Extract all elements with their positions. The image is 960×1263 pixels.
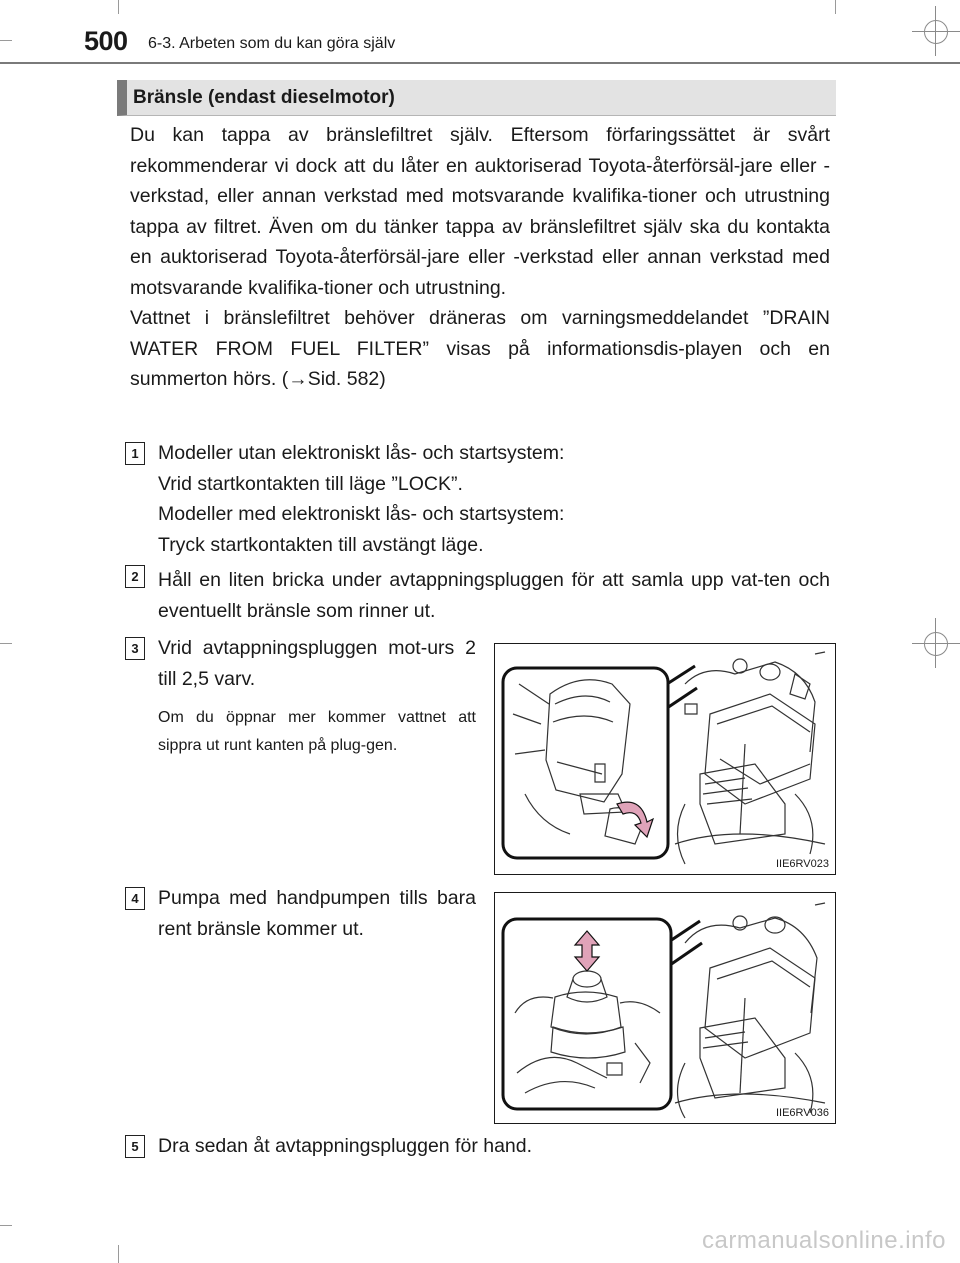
intro-text: [130, 120, 830, 395]
intro-paragraph: Du kan tappa av bränslefiltret själv. Eftersom förfaringssättet är svårt rekommenderar vi dock att du låter en auktoriserad Toyota-återförsäl-jare eller -verkstad, eller annan verkstad med motsvarande kvalifika-tioner och utrustning tappa av filtret. Även om du tänker tappa av bränslefiltret själv ska du kontakta en auktoriserad Toyota-återförsäl-jare eller -verkstad eller annan verkstad med motsvarande kvalifika-tioner och utrustning.: [130, 124, 830, 299]
header-rule: [0, 62, 960, 64]
crop-mark: [0, 643, 12, 644]
crop-mark: [0, 40, 12, 41]
registration-mark: [935, 618, 936, 668]
figure-code: IIE6RV036: [775, 1107, 829, 1119]
intro-paragraph-warning: Vattnet i bränslefiltret behöver dräneras om varningsmeddelandet ”DRAIN WATER FROM FUEL FILTER” visas på informationsdis-playen och en summerton hörs. (→Sid. 582): [130, 307, 830, 390]
step-number: 4: [125, 887, 145, 910]
watermark: carmanualsonline.info: [702, 1227, 946, 1254]
registration-mark: [924, 632, 948, 656]
step-number: 3: [125, 637, 145, 660]
step-number: 5: [125, 1135, 145, 1158]
step-text: Dra sedan åt avtappningspluggen för hand.: [158, 1135, 533, 1157]
step-number: 1: [125, 442, 145, 465]
registration-mark: [924, 20, 948, 44]
crop-mark: [118, 0, 119, 14]
page-reference-link[interactable]: Sid. 582): [307, 368, 386, 390]
registration-mark: [912, 643, 960, 644]
step-text: Håll en liten bricka under avtappningspluggen för att samla upp vat-ten och eventuellt bränsle som rinner ut.: [158, 569, 830, 622]
step-number: 2: [125, 565, 145, 588]
step-text: Pumpa med handpumpen tills bara rent bränsle kommer ut.: [158, 887, 476, 940]
crop-mark: [0, 1225, 12, 1226]
registration-mark: [912, 31, 960, 32]
engine-illustration: [495, 644, 835, 874]
engine-illustration: [495, 893, 835, 1123]
registration-mark: [935, 6, 936, 56]
figure-hand-pump: [494, 892, 836, 1124]
figure-code: IIE6RV023: [775, 858, 829, 870]
step-note: Om du öppnar mer kommer vattnet att sippra ut runt kanten på plug-gen.: [158, 709, 476, 754]
figure-drain-plug: [494, 643, 836, 875]
section-title: Bränsle (endast dieselmotor): [117, 80, 836, 116]
crop-mark: [835, 0, 836, 14]
step-text: Vrid avtappningspluggen mot-urs 2 till 2,5 varv. Om du öppnar mer kommer vattnet att sippra ut runt kanten på plug-gen.: [158, 633, 476, 760]
page-number: 500: [84, 26, 128, 56]
step-text: Modeller utan elektroniskt lås- och startsystem: Vrid startkontakten till läge ”LOCK”. Modeller med elektroniskt lås- och startsystem: Tryck startkontakten till avstängt läge.: [158, 442, 565, 556]
crop-mark: [118, 1245, 119, 1263]
arrow-right-icon: →: [288, 368, 308, 390]
chapter-title: 6-3. Arbeten som du kan göra själv: [148, 35, 396, 52]
